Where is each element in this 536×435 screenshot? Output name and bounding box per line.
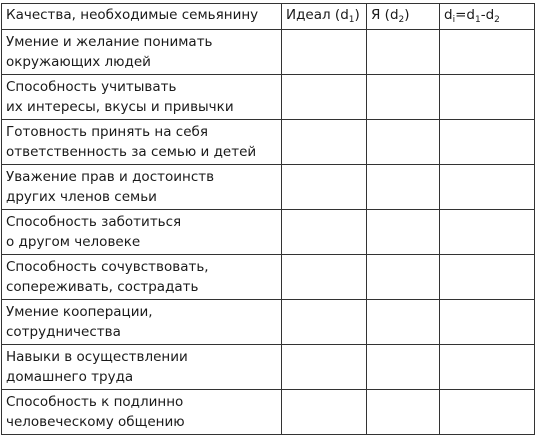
header-ideal-subscript: 1 — [348, 15, 355, 25]
quality-line-1: Уважение прав и достоинств — [6, 169, 215, 185]
header-ideal-label: Идеал (d — [286, 7, 349, 23]
ideal-score-cell[interactable] — [282, 300, 367, 345]
quality-line-1: Умение кооперации, — [6, 304, 153, 320]
quality-cell — [2, 210, 282, 255]
quality-cell — [2, 30, 282, 75]
quality-cell — [2, 255, 282, 300]
difference-cell[interactable] — [440, 210, 535, 255]
header-diff-minus: -d — [480, 7, 495, 23]
quality-line-1: Способность заботиться — [6, 214, 182, 230]
difference-cell[interactable] — [440, 390, 535, 435]
self-score-cell[interactable] — [367, 120, 440, 165]
self-score-cell[interactable] — [367, 255, 440, 300]
difference-cell[interactable] — [440, 255, 535, 300]
header-self-subscript: 2 — [398, 15, 405, 25]
ideal-score-cell[interactable] — [282, 165, 367, 210]
header-ideal — [282, 4, 367, 30]
qualities-table — [1, 3, 535, 435]
header-diff-sub-i: i — [452, 15, 456, 25]
quality-line-2: окружающих людей — [6, 54, 151, 70]
difference-cell[interactable] — [440, 30, 535, 75]
difference-cell[interactable] — [440, 345, 535, 390]
quality-line-1: Способность сочувствовать, — [6, 259, 209, 275]
header-self — [367, 4, 440, 30]
table-row — [2, 30, 535, 75]
table-row — [2, 120, 535, 165]
self-score-cell[interactable] — [367, 345, 440, 390]
quality-cell — [2, 390, 282, 435]
ideal-score-cell[interactable] — [282, 390, 367, 435]
ideal-score-cell[interactable] — [282, 120, 367, 165]
self-score-cell[interactable] — [367, 300, 440, 345]
quality-line-1: Способность к подлинно — [6, 394, 184, 410]
table-row — [2, 300, 535, 345]
ideal-score-cell[interactable] — [282, 30, 367, 75]
self-score-cell[interactable] — [367, 390, 440, 435]
header-diff-prefix: d — [444, 7, 453, 23]
quality-line-2: сопереживать, сострадать — [6, 279, 199, 295]
difference-cell[interactable] — [440, 300, 535, 345]
ideal-score-cell[interactable] — [282, 255, 367, 300]
table-row — [2, 75, 535, 120]
header-diff-eq: =d — [455, 7, 475, 23]
quality-cell — [2, 75, 282, 120]
quality-cell — [2, 300, 282, 345]
quality-line-1: Навыки в осуществлении — [6, 349, 188, 365]
header-row — [2, 4, 535, 30]
quality-line-2: других членов семьи — [6, 189, 157, 205]
ideal-score-cell[interactable] — [282, 345, 367, 390]
ideal-score-cell[interactable] — [282, 210, 367, 255]
header-diff-sub-2: 2 — [494, 15, 500, 25]
header-difference — [440, 4, 535, 30]
difference-cell[interactable] — [440, 120, 535, 165]
quality-line-2: их интересы, вкусы и привычки — [6, 99, 234, 115]
quality-line-2: сотрудничества — [6, 324, 121, 340]
table-row — [2, 210, 535, 255]
self-score-cell[interactable] — [367, 165, 440, 210]
header-self-label: Я (d — [371, 7, 399, 23]
table-row — [2, 165, 535, 210]
header-quality — [2, 4, 282, 30]
self-score-cell[interactable] — [367, 210, 440, 255]
self-score-cell[interactable] — [367, 30, 440, 75]
quality-line-1: Способность учитывать — [6, 79, 177, 95]
self-score-cell[interactable] — [367, 75, 440, 120]
ideal-score-cell[interactable] — [282, 75, 367, 120]
quality-cell — [2, 165, 282, 210]
difference-cell[interactable] — [440, 75, 535, 120]
quality-line-2: ответственность за семью и детей — [6, 144, 257, 160]
quality-line-2: домашнего труда — [6, 369, 134, 385]
header-self-close: ) — [404, 7, 410, 23]
table-row — [2, 345, 535, 390]
header-diff-sub-1: 1 — [474, 15, 481, 25]
quality-line-2: человеческому общению — [6, 414, 185, 430]
quality-line-2: о другом человеке — [6, 234, 141, 250]
header-quality-label: Качества, необходимые семьянину — [6, 7, 259, 23]
table-row — [2, 255, 535, 300]
quality-cell — [2, 345, 282, 390]
quality-cell — [2, 120, 282, 165]
header-ideal-close: ) — [354, 7, 360, 23]
table-row — [2, 390, 535, 435]
quality-line-1: Умение и желание понимать — [6, 34, 213, 50]
difference-cell[interactable] — [440, 165, 535, 210]
quality-line-1: Готовность принять на себя — [6, 124, 208, 140]
